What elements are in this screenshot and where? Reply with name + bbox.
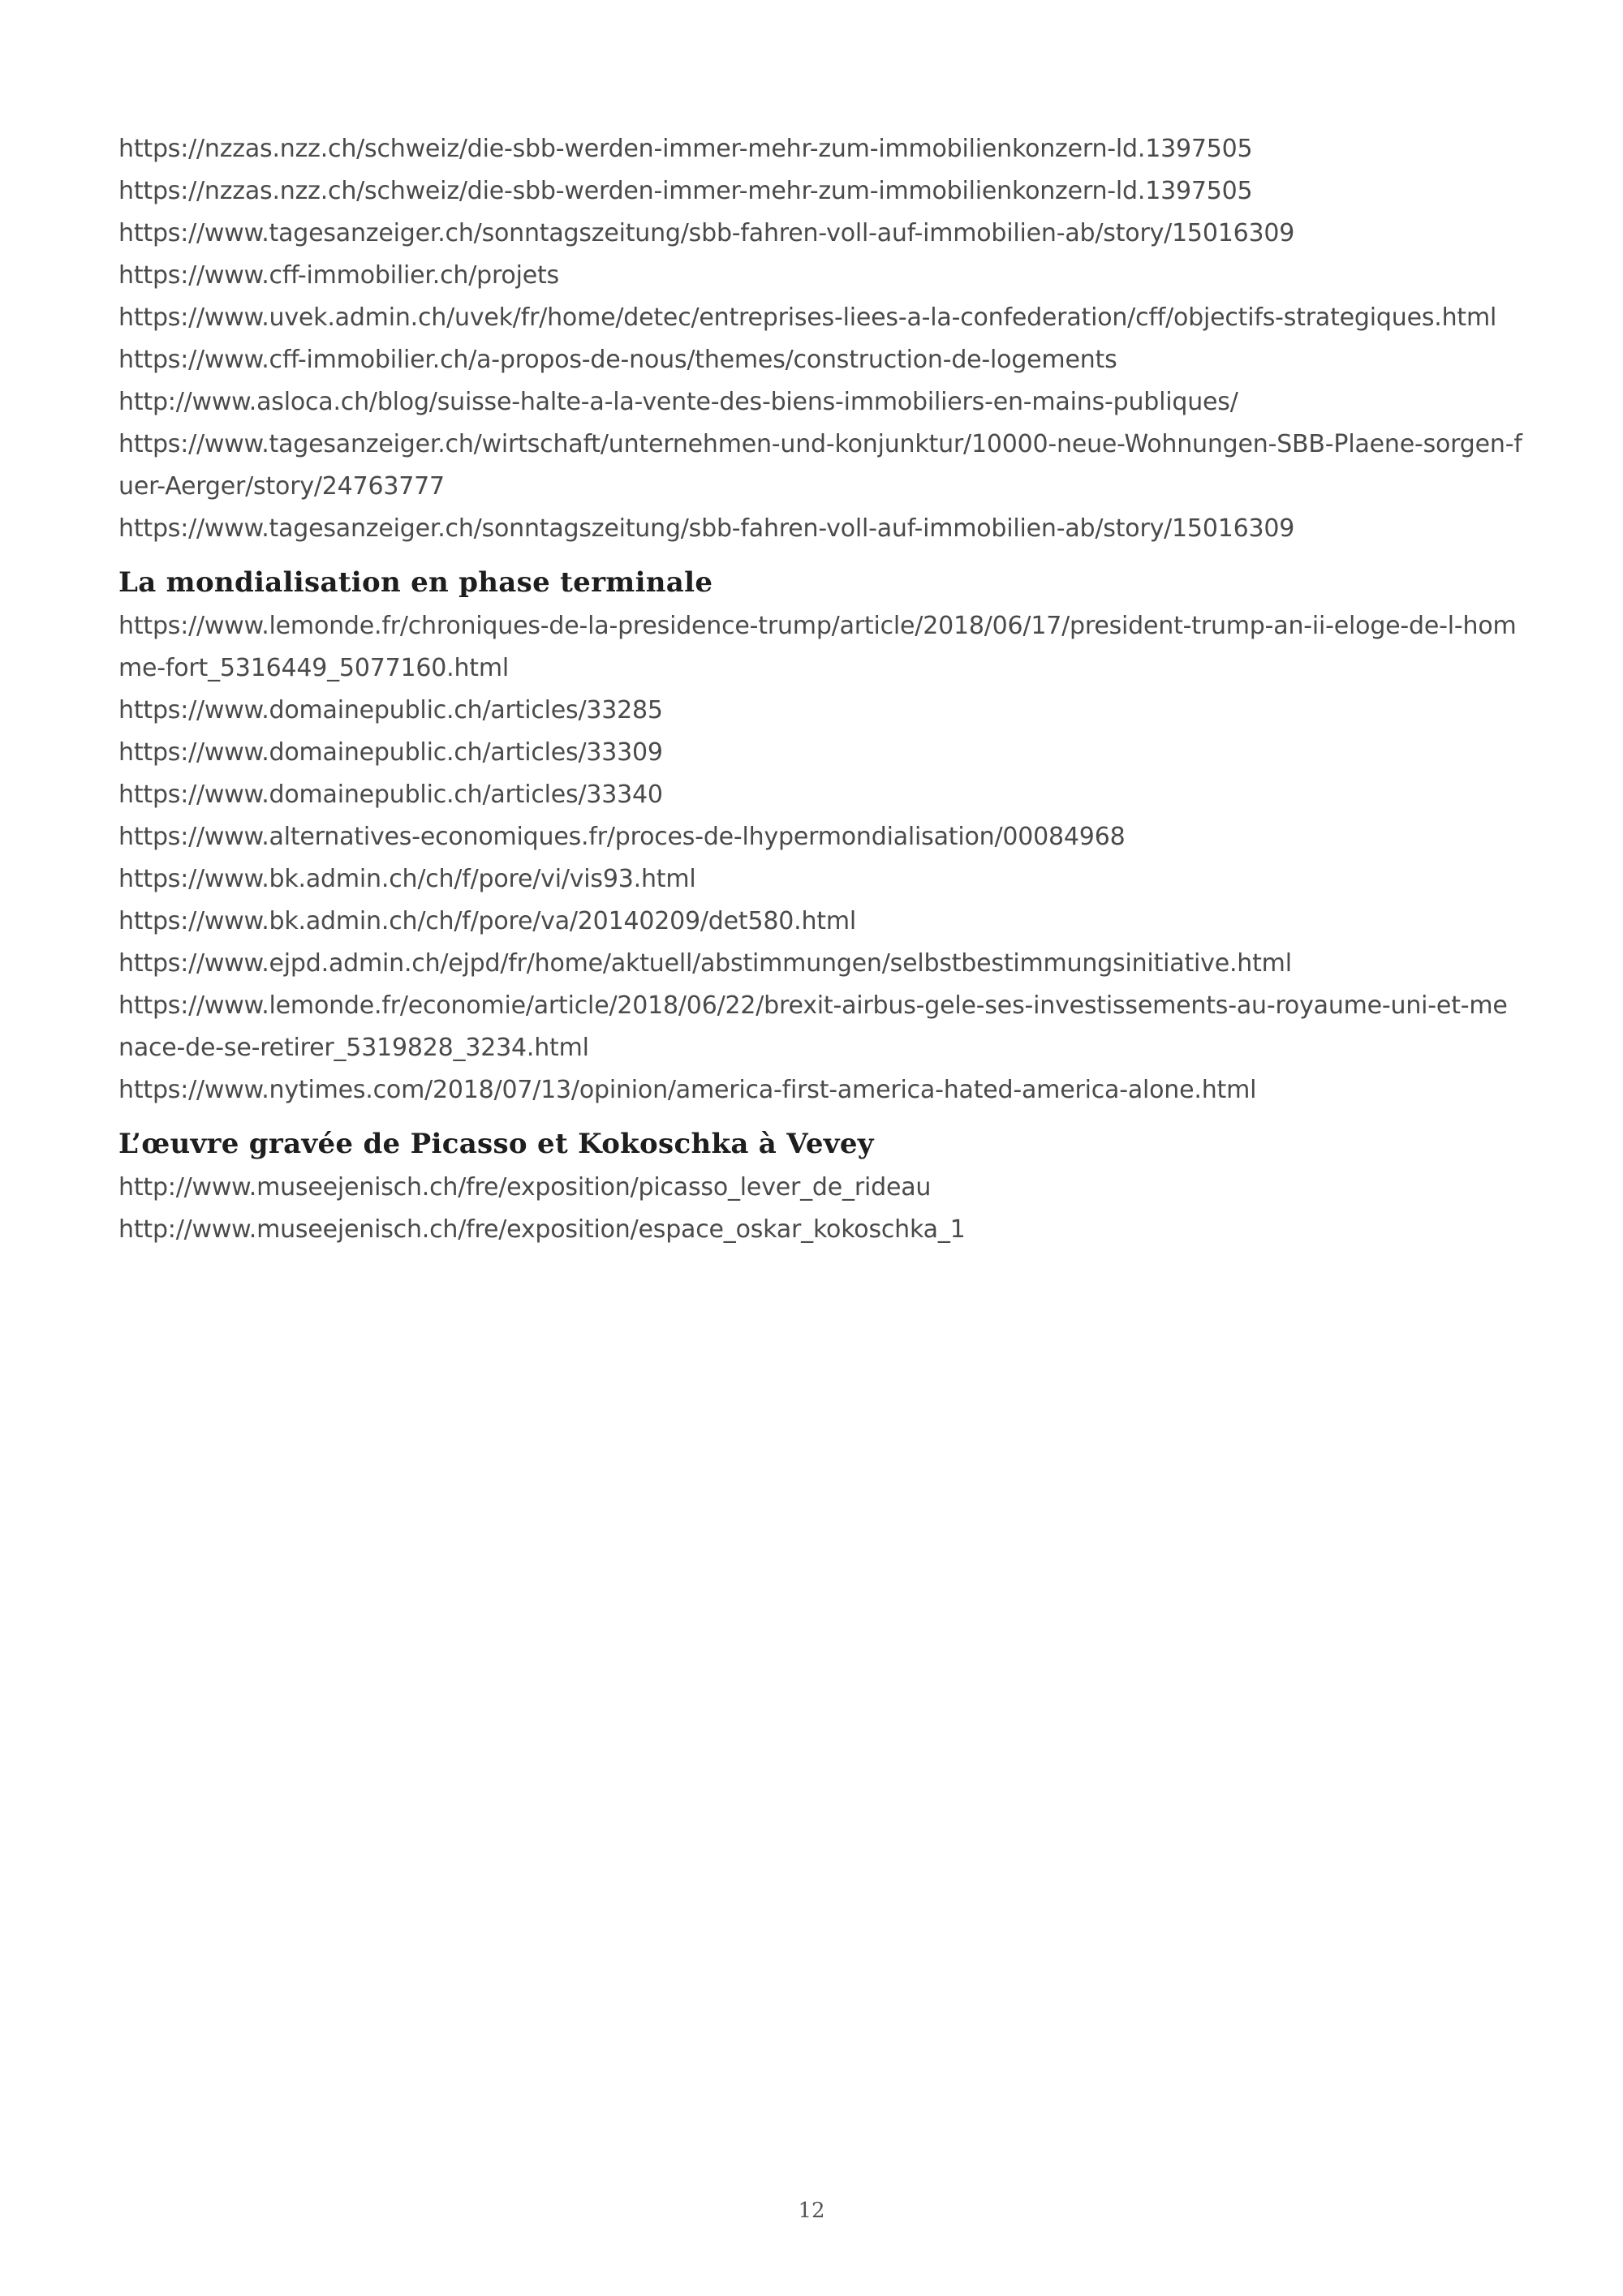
reference-link[interactable]: https://www.ejpd.admin.ch/ejpd/fr/home/aktuell/abstimmungen/selbstbestimmungsinitiative.html [118, 949, 1292, 978]
reference-link[interactable]: http://www.museejenisch.ch/fre/exposition/espace_oskar_kokoschka_1 [118, 1215, 966, 1244]
reference-link[interactable]: https://www.tagesanzeiger.ch/sonntagszeitung/sbb-fahren-voll-auf-immobilien-ab/story/15016309 [118, 514, 1295, 543]
link-list [118, 128, 1522, 550]
reference-link[interactable]: https://www.bk.admin.ch/ch/f/pore/va/20140209/det580.html [118, 907, 856, 935]
reference-link[interactable]: https://www.uvek.admin.ch/uvek/fr/home/detec/entreprises-liees-a-la-confederation/cff/objectifs-strategiques.html [118, 303, 1497, 332]
reference-link[interactable]: https://nzzas.nzz.ch/schweiz/die-sbb-werden-immer-mehr-zum-immobilienkonzern-ld.1397505 [118, 177, 1253, 205]
page-number: 12 [798, 2199, 825, 2223]
reference-link[interactable]: https://nzzas.nzz.ch/schweiz/die-sbb-werden-immer-mehr-zum-immobilienkonzern-ld.1397505 [118, 135, 1253, 163]
reference-link[interactable]: https://www.nytimes.com/2018/07/13/opinion/america-first-america-hated-america-alone.html [118, 1076, 1257, 1104]
page-content [118, 128, 1522, 1251]
reference-link[interactable]: https://www.alternatives-economiques.fr/proces-de-lhypermondialisation/00084968 [118, 823, 1126, 851]
link-list [118, 1167, 1522, 1251]
reference-link[interactable]: https://www.bk.admin.ch/ch/f/pore/vi/vis93.html [118, 865, 696, 893]
reference-link[interactable]: https://www.tagesanzeiger.ch/wirtschaft/unternehmen-und-konjunktur/10000-neue-Wohnungen-SBB-Plaene-sorgen-fuer-Aerger/story/24763777 [118, 430, 1522, 501]
link-list [118, 605, 1522, 1111]
reference-link[interactable]: https://www.domainepublic.ch/articles/33285 [118, 696, 663, 724]
reference-link[interactable]: https://www.cff-immobilier.ch/a-propos-de-nous/themes/construction-de-logements [118, 346, 1117, 374]
reference-link[interactable]: https://www.lemonde.fr/chroniques-de-la-presidence-trump/article/2018/06/17/president-trump-an-ii-eloge-de-l-homme-fort_5316449_5077160.html [118, 612, 1517, 682]
reference-link[interactable]: https://www.cff-immobilier.ch/projets [118, 261, 559, 290]
reference-link[interactable]: http://www.asloca.ch/blog/suisse-halte-a-la-vente-des-biens-immobiliers-en-mains-publiques/ [118, 388, 1238, 416]
reference-link[interactable]: http://www.museejenisch.ch/fre/exposition/picasso_lever_de_rideau [118, 1173, 932, 1202]
section-heading: L’œuvre gravée de Picasso et Kokoschka à Vevey [118, 1128, 874, 1160]
section-mondialisation [118, 565, 1522, 1111]
section-picasso-kokoschka [118, 1126, 1522, 1251]
reference-link[interactable]: https://www.tagesanzeiger.ch/sonntagszeitung/sbb-fahren-voll-auf-immobilien-ab/story/15016309 [118, 219, 1295, 247]
reference-link[interactable]: https://www.lemonde.fr/economie/article/2018/06/22/brexit-airbus-gele-ses-investissements-au-royaume-uni-et-menace-de-se-retirer_5319828_3234.html [118, 991, 1508, 1062]
reference-link[interactable]: https://www.domainepublic.ch/articles/33309 [118, 738, 663, 767]
section-heading: La mondialisation en phase terminale [118, 566, 713, 599]
reference-link[interactable]: https://www.domainepublic.ch/articles/33340 [118, 780, 663, 809]
section-sbb-references [118, 128, 1522, 550]
